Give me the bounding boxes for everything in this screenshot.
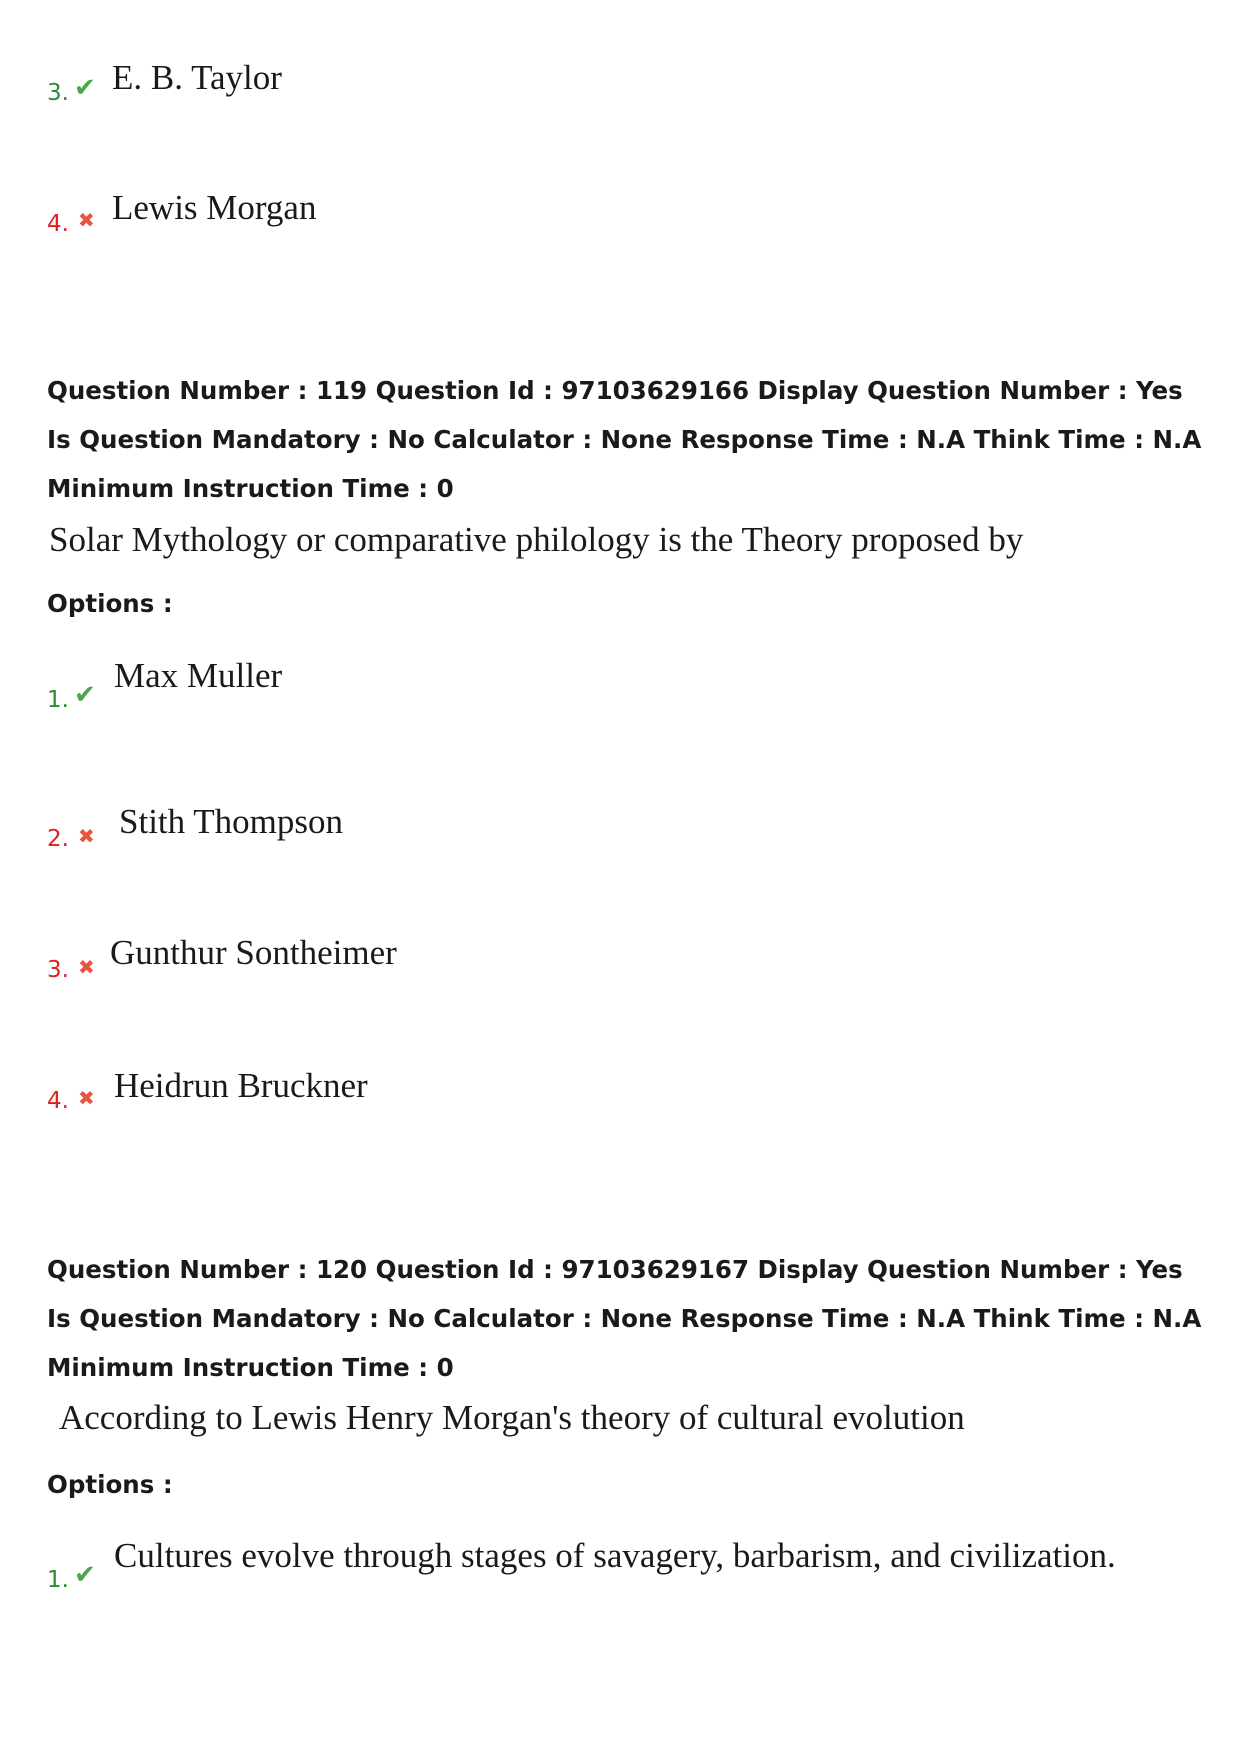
check-icon: ✔ xyxy=(74,680,96,710)
option-number: 2. xyxy=(47,826,69,852)
option-text: Gunthur Sontheimer xyxy=(110,933,397,972)
options-label: Options : xyxy=(47,589,173,618)
option-text: Max Muller xyxy=(114,656,283,695)
option-number: 3. xyxy=(47,80,69,106)
question-text: Solar Mythology or comparative philology is the Theory proposed by xyxy=(49,520,1024,559)
option-text: E. B. Taylor xyxy=(112,58,282,97)
check-icon: ✔ xyxy=(74,1560,96,1590)
option-number: 4. xyxy=(47,211,69,237)
option-text: Lewis Morgan xyxy=(112,188,317,227)
cross-icon: ✖ xyxy=(78,208,95,232)
cross-icon: ✖ xyxy=(78,824,95,848)
option-text: Stith Thompson xyxy=(119,802,343,841)
check-icon: ✔ xyxy=(74,73,96,103)
option-number: 1. xyxy=(47,1567,69,1593)
option-text: Heidrun Bruckner xyxy=(114,1066,368,1105)
question-meta: Question Number : 120 Question Id : 97103629167 Display Question Number : Yes Is Question Mandatory : No Calculator : None Response Time : N.A Think Time : N.A Minimum Instruction Time : 0 xyxy=(47,1255,1202,1382)
cross-icon: ✖ xyxy=(78,955,95,979)
option-number: 3. xyxy=(47,957,69,983)
option-text: Cultures evolve through stages of savagery, barbarism, and civilization. xyxy=(114,1536,1116,1575)
option-number: 1. xyxy=(47,687,69,713)
options-label: Options : xyxy=(47,1470,173,1499)
cross-icon: ✖ xyxy=(78,1086,95,1110)
option-number: 4. xyxy=(47,1088,69,1114)
question-meta: Question Number : 119 Question Id : 97103629166 Display Question Number : Yes Is Question Mandatory : No Calculator : None Response Time : N.A Think Time : N.A Minimum Instruction Time : 0 xyxy=(47,376,1202,503)
question-text: According to Lewis Henry Morgan's theory of cultural evolution xyxy=(59,1398,965,1437)
